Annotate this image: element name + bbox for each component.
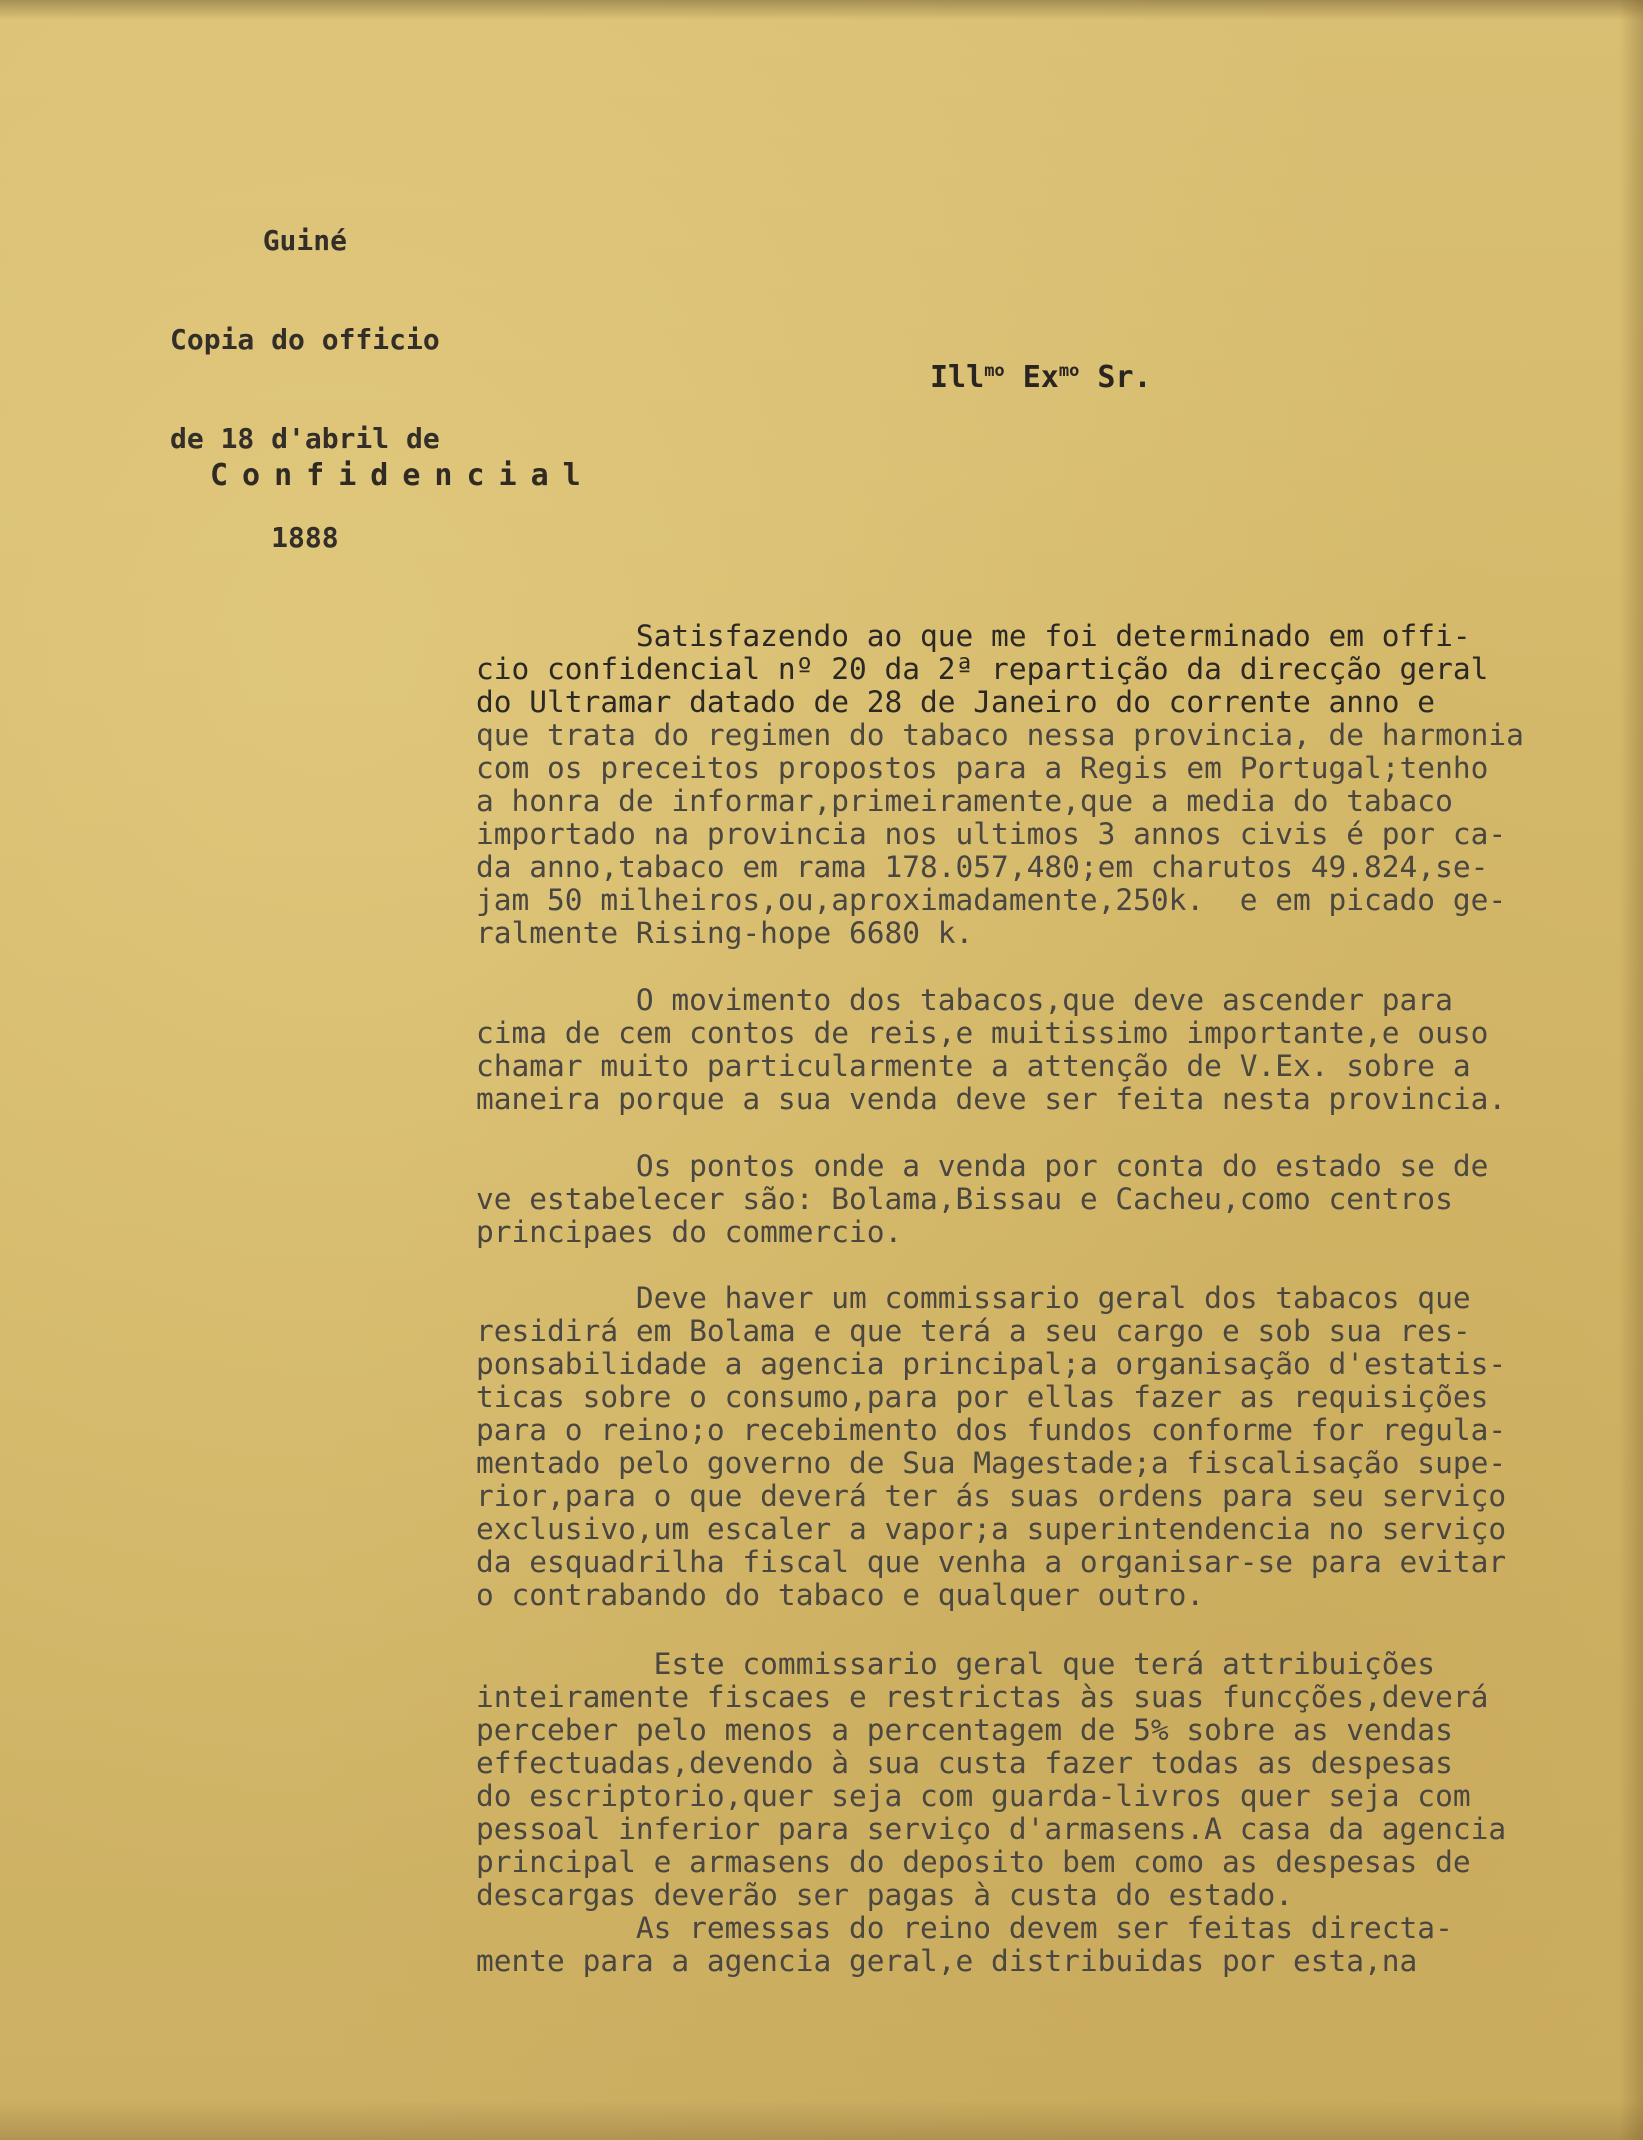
text-line: para o reino;o recebimento dos fundos conforme for regula- [476,1413,1507,1447]
text-line: Os pontos onde a venda por conta do estado se de [476,1149,1489,1183]
paragraph-1 [476,620,1636,950]
text-line: descargas deverão ser pagas à custa do estado. [476,1878,1293,1912]
text-line: da esquadrilha fiscal que venha a organisar-se para evitar [476,1545,1507,1579]
text-line: mente para a agencia geral,e distribuidas por esta,na [476,1944,1418,1978]
text-line: que trata do regimen do tabaco nessa provincia, de harmonia [476,718,1524,752]
text-line: Satisfazendo ao que me foi determinado em offi- [476,619,1471,653]
text-line: inteiramente fiscaes e restrictas às suas funcções,deverá [476,1680,1489,1714]
salutation [930,360,1152,395]
text-line: jam 50 milheiros,ou,aproximadamente,250k. e em picado ge- [476,883,1507,917]
paragraph-3 [476,1150,1636,1249]
text-line: principal e armasens do deposito bem como as despesas de [476,1845,1471,1879]
text-line: O movimento dos tabacos,que deve ascender para [476,983,1453,1017]
text-line: com os preceitos propostos para a Regis em Portugal;tenho [476,751,1489,785]
text-line: ve estabelecer são: Bolama,Bissau e Cacheu,como centros [476,1182,1453,1216]
text-line: effectuadas,devendo à sua custa fazer todas as despesas [476,1746,1453,1780]
classification-label: Confidencial [210,458,595,493]
text-line: importado na provincia nos ultimos 3 annos civis é por ca- [476,817,1507,851]
text-line: perceber pelo menos a percentagem de 5% sobre as vendas [476,1713,1453,1747]
document-header [170,158,440,620]
salutation-ill-sup: mo [984,361,1005,381]
text-line: cima de cem contos de reis,e muitissimo importante,e ouso [476,1016,1489,1050]
text-line: principaes do commercio. [476,1215,903,1249]
text-line: Este commissario geral que terá attribuições [476,1647,1436,1681]
salutation-ill: Ill [930,360,985,395]
text-line: rior,para o que deverá ter ás suas ordens para seu serviço [476,1479,1507,1513]
text-line: As remessas do reino devem ser feitas directa- [476,1911,1453,1945]
header-date-line: de 18 d'abril de [170,422,440,455]
text-line: Deve haver um commissario geral dos tabacos que [476,1281,1471,1315]
text-line: residirá em Bolama e que terá a seu cargo e sob sua res- [476,1314,1471,1348]
paragraph-4 [476,1282,1636,1612]
header-year: 1888 [271,521,339,554]
text-line: cio confidencial nº 20 da 2ª repartição da direcção geral [476,652,1489,686]
salutation-ex-sup: mo [1058,361,1080,381]
text-line: maneira porque a sua venda deve ser feita nesta provincia. [476,1082,1507,1116]
paper-bottom-edge [0,2100,1643,2140]
text-line: a honra de informar,primeiramente,que a media do tabaco [476,784,1453,818]
text-line: o contrabando do tabaco e qualquer outro. [476,1578,1205,1612]
text-line: exclusivo,um escaler a vapor;a superintendencia no serviço [476,1512,1507,1546]
text-line: da anno,tabaco em rama 178.057,480;em charutos 49.824,se- [476,850,1489,884]
paragraph-5 [476,1648,1636,1978]
text-line: chamar muito particularmente a attenção de V.Ex. sobre a [476,1049,1471,1083]
text-line: ticas sobre o consumo,para por ellas fazer as requisições [476,1380,1489,1414]
text-line: ponsabilidade a agencia principal;a organisação d'estatis- [476,1347,1507,1381]
text-line: pessoal inferior para serviço d'armasens.A casa da agencia [476,1812,1507,1846]
header-copy-line: Copia do officio [170,323,440,356]
paragraph-2 [476,984,1636,1116]
text-line: mentado pelo governo de Sua Magestade;a fiscalisação supe- [476,1446,1507,1480]
salutation-sr: Sr. [1079,360,1152,395]
text-line: ralmente Rising-hope 6680 k. [476,916,974,950]
text-line: do Ultramar datado de 28 de Janeiro do corrente anno e [476,685,1436,719]
header-place: Guiné [262,224,347,257]
salutation-ex: Ex [1004,360,1059,395]
text-line: do escriptorio,quer seja com guarda-livros quer seja com [476,1779,1471,1813]
paper-top-edge [0,0,1643,20]
